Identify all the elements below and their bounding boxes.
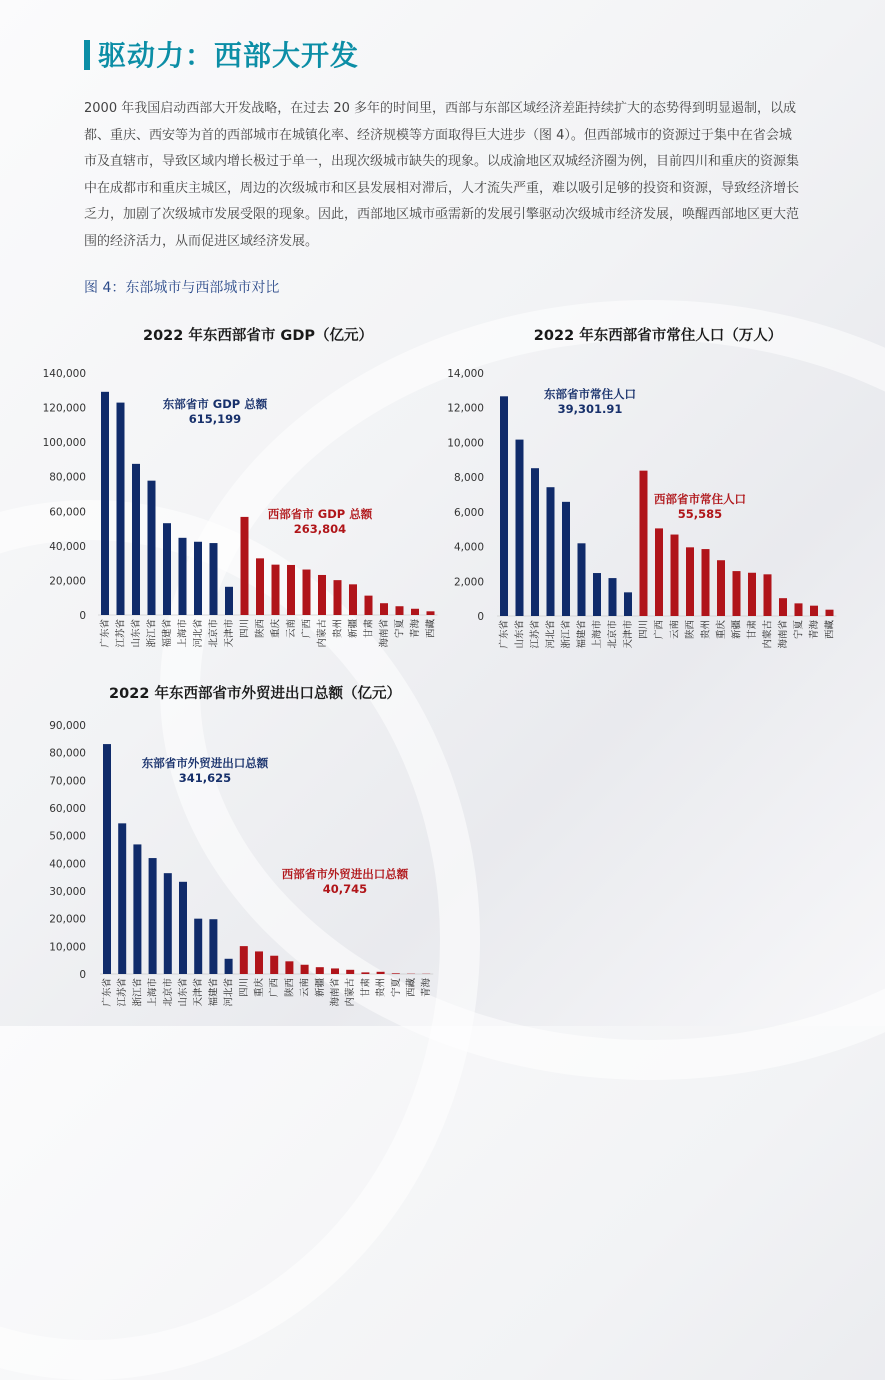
- east-bar-7: [210, 543, 218, 615]
- y-tick-label: 14,000: [447, 368, 484, 380]
- category-label: 海南省: [378, 619, 390, 648]
- y-tick-label: 100,000: [43, 437, 86, 449]
- east-bar-4: [163, 523, 171, 615]
- y-tick-label: 40,000: [49, 858, 86, 870]
- west-total-label: 西部省市外贸进出口总额: [282, 867, 409, 881]
- west-bar-9: [640, 471, 648, 616]
- y-tick-label: 40,000: [49, 541, 86, 553]
- category-label: 重庆: [270, 619, 282, 639]
- chart-title: 2022 年东西部省市常住人口（万人）: [534, 326, 782, 344]
- east-bar-1: [118, 823, 126, 974]
- east-total-value: 615,199: [189, 412, 241, 426]
- category-label: 西藏: [405, 978, 417, 998]
- category-label: 浙江省: [560, 620, 572, 649]
- chart-title: 2022 年东西部省市外贸进出口总额（亿元）: [109, 684, 401, 702]
- category-label: 甘肃: [746, 620, 758, 640]
- category-label: 陕西: [254, 619, 266, 639]
- category-label: 西藏: [824, 620, 836, 640]
- y-tick-label: 8,000: [454, 472, 484, 484]
- y-tick-label: 120,000: [43, 403, 86, 415]
- category-label: 山东省: [130, 619, 142, 648]
- west-bar-9: [241, 517, 249, 615]
- y-tick-label: 80,000: [49, 748, 86, 760]
- category-label: 宁夏: [390, 978, 402, 998]
- west-bar-11: [671, 535, 679, 616]
- category-label: 天津市: [622, 620, 634, 649]
- y-tick-label: 2,000: [454, 576, 484, 588]
- east-bar-5: [578, 543, 586, 616]
- category-label: 上海市: [591, 620, 603, 649]
- y-tick-label: 10,000: [49, 941, 86, 953]
- west-bar-14: [318, 575, 326, 615]
- category-label: 广西: [268, 978, 280, 998]
- category-label: 四川: [240, 619, 251, 638]
- category-label: 北京市: [208, 619, 220, 648]
- category-label: 云南: [669, 620, 681, 640]
- west-bar-17: [764, 574, 772, 616]
- west-bar-10: [256, 558, 264, 615]
- east-bar-7: [209, 919, 217, 974]
- east-bar-8: [225, 587, 233, 615]
- east-bar-2: [133, 844, 141, 974]
- category-label: 陕西: [283, 978, 295, 998]
- category-label: 广东省: [99, 619, 111, 648]
- west-bar-18: [779, 598, 787, 616]
- category-label: 内蒙古: [762, 620, 774, 649]
- west-bar-10: [655, 528, 663, 616]
- category-label: 甘肃: [363, 619, 375, 639]
- west-bar-13: [303, 570, 311, 615]
- west-bar-11: [270, 956, 278, 974]
- category-label: 宁夏: [394, 619, 406, 639]
- y-tick-label: 12,000: [447, 403, 484, 415]
- west-bar-21: [427, 611, 435, 615]
- west-bar-11: [272, 565, 280, 615]
- y-tick-label: 80,000: [49, 472, 86, 484]
- east-total-value: 39,301.91: [558, 402, 623, 416]
- y-tick-label: 30,000: [49, 886, 86, 898]
- category-label: 云南: [285, 619, 297, 639]
- east-bar-2: [132, 464, 140, 615]
- y-tick-label: 140,000: [43, 368, 86, 380]
- west-bar-20: [411, 609, 419, 615]
- category-label: 甘肃: [359, 978, 371, 998]
- y-tick-label: 0: [79, 969, 86, 981]
- category-label: 四川: [239, 978, 250, 997]
- east-bar-0: [103, 744, 111, 974]
- category-label: 浙江省: [146, 619, 158, 648]
- category-label: 海南省: [777, 620, 789, 649]
- page-title: 驱动力：西部大开发: [98, 34, 359, 74]
- west-bar-17: [361, 972, 369, 974]
- category-label: 青海: [808, 620, 820, 640]
- y-tick-label: 50,000: [49, 831, 86, 843]
- east-bar-2: [531, 468, 539, 616]
- category-label: 海南省: [329, 978, 341, 1007]
- category-label: 上海市: [147, 978, 159, 1007]
- category-label: 西藏: [425, 619, 437, 639]
- east-bar-6: [194, 919, 202, 974]
- west-bar-21: [826, 610, 834, 616]
- category-label: 福建省: [161, 619, 173, 648]
- category-label: 山东省: [514, 620, 526, 649]
- west-bar-15: [331, 968, 339, 974]
- category-label: 四川: [639, 620, 650, 639]
- west-bar-10: [255, 951, 263, 974]
- y-tick-label: 10,000: [447, 437, 484, 449]
- east-bar-0: [101, 392, 109, 615]
- west-bar-12: [686, 547, 694, 616]
- category-label: 云南: [299, 978, 311, 998]
- east-bar-4: [562, 502, 570, 616]
- west-bar-13: [702, 549, 710, 616]
- category-label: 贵州: [375, 978, 387, 997]
- y-tick-label: 0: [477, 611, 484, 623]
- y-tick-label: 6,000: [454, 507, 484, 519]
- east-bar-3: [148, 481, 156, 615]
- category-label: 内蒙古: [344, 978, 356, 1007]
- west-total-label: 西部省市常住人口: [654, 492, 746, 506]
- y-tick-label: 70,000: [49, 775, 86, 787]
- east-bar-6: [194, 542, 202, 615]
- category-label: 江苏省: [529, 620, 541, 649]
- east-bar-5: [179, 882, 187, 974]
- category-label: 青海: [420, 978, 432, 998]
- category-label: 河北省: [223, 978, 235, 1007]
- east-bar-3: [149, 858, 157, 974]
- west-bar-16: [748, 573, 756, 616]
- west-bar-12: [285, 961, 293, 974]
- category-label: 广东省: [498, 620, 510, 649]
- trade-chart: [30, 678, 450, 1023]
- west-bar-18: [380, 603, 388, 615]
- category-label: 福建省: [207, 978, 219, 1007]
- y-tick-label: 20,000: [49, 575, 86, 587]
- category-label: 江苏省: [116, 978, 128, 1007]
- y-tick-label: 0: [79, 610, 86, 622]
- west-bar-19: [396, 606, 404, 615]
- category-label: 陕西: [684, 620, 696, 640]
- west-bar-14: [717, 560, 725, 616]
- east-total-label: 东部省市 GDP 总额: [163, 397, 268, 411]
- category-label: 北京市: [162, 978, 174, 1007]
- category-label: 天津省: [192, 978, 204, 1007]
- west-bar-17: [365, 596, 373, 615]
- east-bar-1: [117, 403, 125, 615]
- category-label: 北京市: [607, 620, 619, 649]
- west-total-label: 西部省市 GDP 总额: [268, 507, 373, 521]
- chart-title: 2022 年东西部省市 GDP（亿元）: [143, 326, 373, 344]
- category-label: 上海市: [177, 619, 189, 648]
- west-bar-13: [301, 965, 309, 974]
- y-tick-label: 90,000: [49, 720, 86, 732]
- east-bar-6: [593, 573, 601, 616]
- body-paragraph: 2000 年我国启动西部大开发战略，在过去 20 多年的时间里，西部与东部区域经济差距持续扩大的态势得到明显遏制，以成都、重庆、西安等为首的西部城市在城镇化率、经济规模等方面取得巨大进步（图 4）。但西部城市的资源过于集中在省会城市及直辖市，导致区域内增长极过于单一，出现次级城市缺失的现象。以成渝地区双城经济圈为例，目前四川和重庆的资源集中在成都市和重庆主城区，周边的次级城市和区县发展相对滞后，人才流失严重，难以吸引足够的投资和资源，导致经济增长乏力，加剧了次级城市发展受限的现象。因此，西部地区城市亟需新的发展引擎驱动次级城市经济发展，唤醒西部地区更大范围的经济活力，从而促进区域经济发展。: [84, 96, 804, 255]
- category-label: 河北省: [545, 620, 557, 649]
- east-bar-5: [179, 538, 187, 615]
- east-bar-8: [624, 592, 632, 616]
- east-bar-1: [516, 440, 524, 616]
- west-bar-20: [810, 606, 818, 616]
- category-label: 新疆: [314, 978, 326, 998]
- west-bar-16: [346, 970, 354, 974]
- west-bar-14: [316, 967, 324, 974]
- west-bar-15: [334, 580, 342, 615]
- east-bar-7: [609, 578, 617, 616]
- west-bar-16: [349, 584, 357, 615]
- y-tick-label: 60,000: [49, 506, 86, 518]
- east-bar-8: [225, 959, 233, 974]
- category-label: 广西: [653, 620, 665, 640]
- category-label: 天津市: [223, 619, 235, 648]
- y-tick-label: 4,000: [454, 542, 484, 554]
- category-label: 青海: [409, 619, 421, 639]
- category-label: 山东省: [177, 978, 189, 1007]
- west-bar-19: [795, 603, 803, 616]
- west-total-value: 40,745: [323, 882, 367, 896]
- title-accent-bar: [84, 40, 90, 70]
- category-label: 广东省: [101, 978, 113, 1007]
- population-chart: [440, 318, 860, 663]
- figure-caption: 图 4：东部城市与西部城市对比: [84, 277, 279, 297]
- category-label: 新疆: [731, 620, 743, 640]
- y-tick-label: 20,000: [49, 914, 86, 926]
- category-label: 广西: [301, 619, 313, 639]
- west-total-value: 263,804: [294, 522, 346, 536]
- category-label: 贵州: [332, 619, 344, 638]
- category-label: 重庆: [253, 978, 265, 998]
- west-total-value: 55,585: [678, 507, 722, 521]
- category-label: 河北省: [192, 619, 204, 648]
- east-bar-4: [164, 873, 172, 974]
- east-total-label: 东部省市外贸进出口总额: [142, 756, 269, 770]
- west-bar-9: [240, 946, 248, 974]
- west-bar-19: [392, 973, 400, 974]
- east-bar-0: [500, 396, 508, 616]
- west-bar-18: [377, 972, 385, 974]
- east-total-label: 东部省市常住人口: [544, 387, 636, 401]
- category-label: 福建省: [576, 620, 588, 649]
- east-total-value: 341,625: [179, 771, 231, 785]
- category-label: 内蒙古: [316, 619, 328, 648]
- gdp-chart: [30, 318, 450, 663]
- category-label: 宁夏: [793, 620, 805, 640]
- east-bar-3: [547, 487, 555, 616]
- west-bar-15: [733, 571, 741, 616]
- category-label: 新疆: [347, 619, 359, 639]
- category-label: 浙江省: [131, 978, 143, 1007]
- west-bar-12: [287, 565, 295, 615]
- category-label: 江苏省: [115, 619, 127, 648]
- category-label: 重庆: [715, 620, 727, 640]
- y-tick-label: 60,000: [49, 803, 86, 815]
- category-label: 贵州: [700, 620, 712, 639]
